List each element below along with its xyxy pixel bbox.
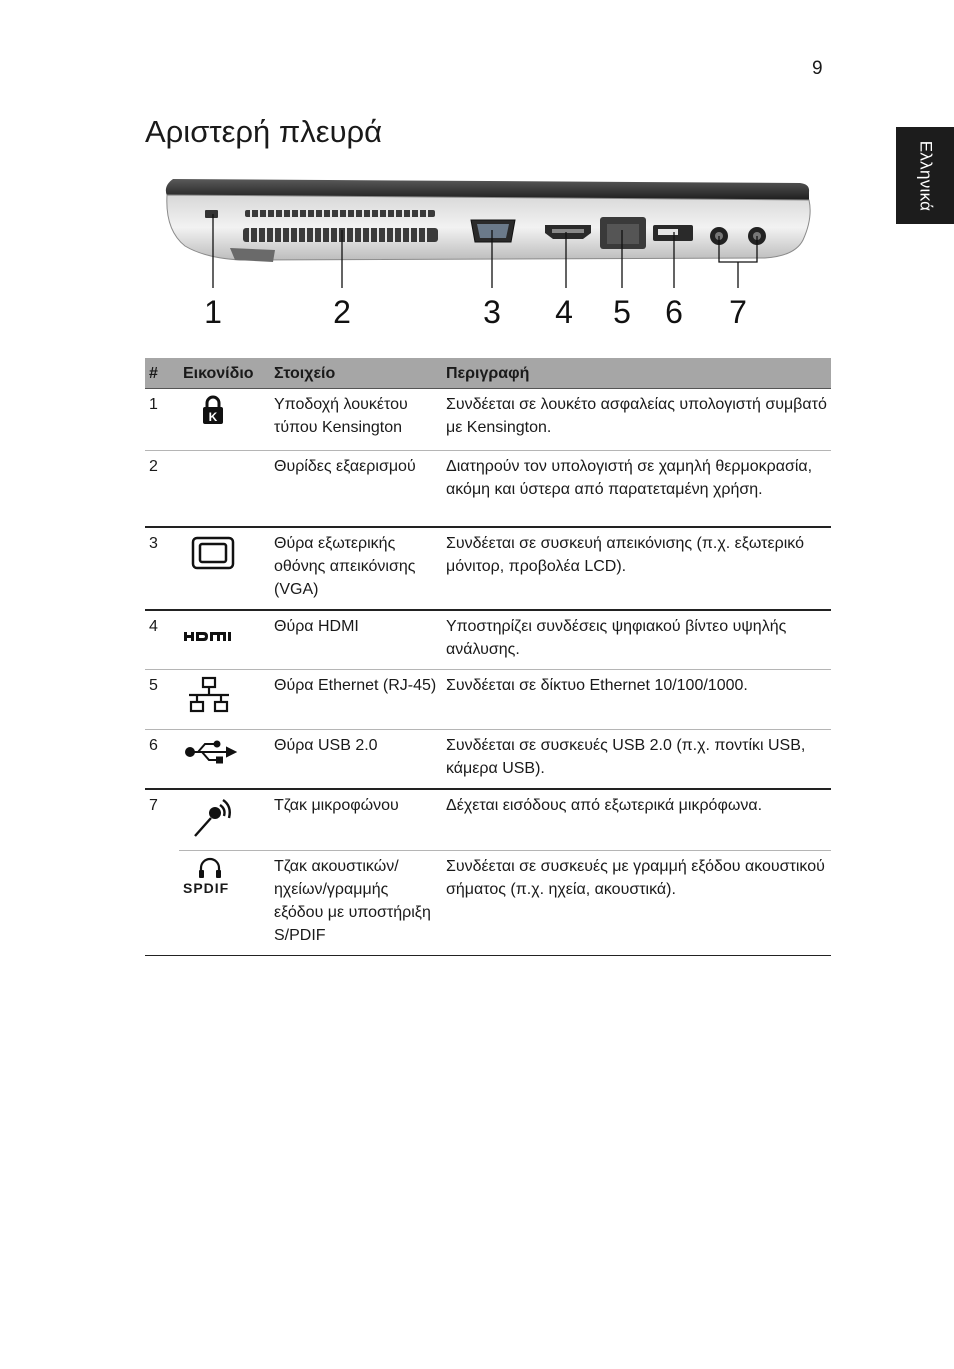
table-row bbox=[145, 610, 831, 670]
row-item: Θυρίδες εξαερισμού bbox=[270, 451, 442, 527]
ethernet-network-icon bbox=[187, 676, 231, 714]
row-item: Θύρα USB 2.0 bbox=[270, 729, 442, 789]
usb-icon bbox=[185, 740, 237, 764]
row-description: Συνδέεται σε συσκευές με γραμμή εξόδου ακουστικού σήματος (π.χ. ηχεία, ακουστικά). bbox=[442, 851, 831, 956]
row-num: 6 bbox=[145, 729, 179, 789]
row-description: Συνδέεται σε συσκευή απεικόνισης (π.χ. εξωτερικό μόνιτορ, προβολέα LCD). bbox=[442, 527, 831, 610]
table-header-row bbox=[145, 358, 831, 389]
callout-2: 2 bbox=[333, 294, 351, 330]
microphone-icon bbox=[191, 796, 235, 840]
laptop-left-side-figure bbox=[145, 170, 830, 340]
row-num bbox=[145, 851, 179, 956]
language-tab-label: Ελληνικά bbox=[916, 140, 935, 211]
row-item: Θύρα Ethernet (RJ-45) bbox=[270, 669, 442, 729]
row-num: 3 bbox=[145, 527, 179, 610]
callout-3: 3 bbox=[483, 294, 501, 330]
row-num: 7 bbox=[149, 796, 158, 814]
language-tab bbox=[896, 127, 954, 224]
table-row bbox=[145, 527, 831, 610]
row-num: 1 bbox=[145, 389, 179, 451]
page-number: 9 bbox=[812, 58, 823, 79]
row-item: Τζακ ακουστικών/ ηχείων/γραμμής εξόδου με υποστήριξη S/PDIF bbox=[270, 851, 442, 956]
row-description: Συνδέεται σε δίκτυο Ethernet 10/100/1000. bbox=[442, 669, 831, 729]
row-num: 4 bbox=[145, 610, 179, 670]
table-row bbox=[145, 851, 831, 956]
row-num: 5 bbox=[145, 669, 179, 729]
callout-5: 5 bbox=[613, 294, 631, 330]
row-num: 2 bbox=[145, 451, 179, 527]
header-item: Στοιχείο bbox=[270, 358, 442, 389]
table-row bbox=[145, 789, 831, 851]
table-row bbox=[145, 669, 831, 729]
row-item: Υποδοχή λουκέτου τύπου Kensington bbox=[270, 389, 442, 451]
row-description: Δέχεται εισόδους από εξωτερικά μικρόφωνα. bbox=[446, 796, 763, 814]
ports-table bbox=[145, 358, 831, 956]
vga-monitor-icon bbox=[191, 536, 235, 570]
section-title: Αριστερή πλευρά bbox=[145, 114, 383, 149]
table-row bbox=[145, 729, 831, 789]
row-description: Συνδέεται σε συσκευές USB 2.0 (π.χ. ποντίκι USB, κάμερα USB). bbox=[442, 729, 831, 789]
callout-6: 6 bbox=[665, 294, 683, 330]
header-description: Περιγραφή bbox=[442, 358, 831, 389]
row-item: Θύρα εξωτερικής οθόνης απεικόνισης (VGA) bbox=[270, 527, 442, 610]
header-num: # bbox=[145, 358, 179, 389]
svg-text:K: K bbox=[208, 410, 218, 424]
row-item: Τζακ μικροφώνου bbox=[274, 796, 399, 814]
table-row bbox=[145, 389, 831, 451]
callout-7: 7 bbox=[729, 294, 747, 330]
row-item: Θύρα HDMI bbox=[270, 610, 442, 670]
row-description: Συνδέεται σε λουκέτο ασφαλείας υπολογιστή συμβατό με Kensington. bbox=[442, 389, 831, 451]
callout-4: 4 bbox=[555, 294, 573, 330]
table-row bbox=[145, 451, 831, 527]
row-description: Διατηρούν τον υπολογιστή σε χαμηλή θερμοκρασία, ακόμη και ύστερα από παρατεταμένη χρήση. bbox=[442, 451, 831, 527]
hdmi-icon bbox=[183, 629, 241, 645]
callout-1: 1 bbox=[204, 294, 222, 330]
row-description: Υποστηρίζει συνδέσεις ψηφιακού βίντεο υψηλής ανάλυσης. bbox=[442, 610, 831, 670]
row-icon-empty bbox=[179, 451, 270, 527]
headphones-icon bbox=[197, 857, 223, 879]
header-icon: Εικονίδιο bbox=[179, 358, 270, 389]
spdif-label: SPDIF bbox=[183, 880, 230, 896]
kensington-lock-icon bbox=[201, 395, 225, 425]
